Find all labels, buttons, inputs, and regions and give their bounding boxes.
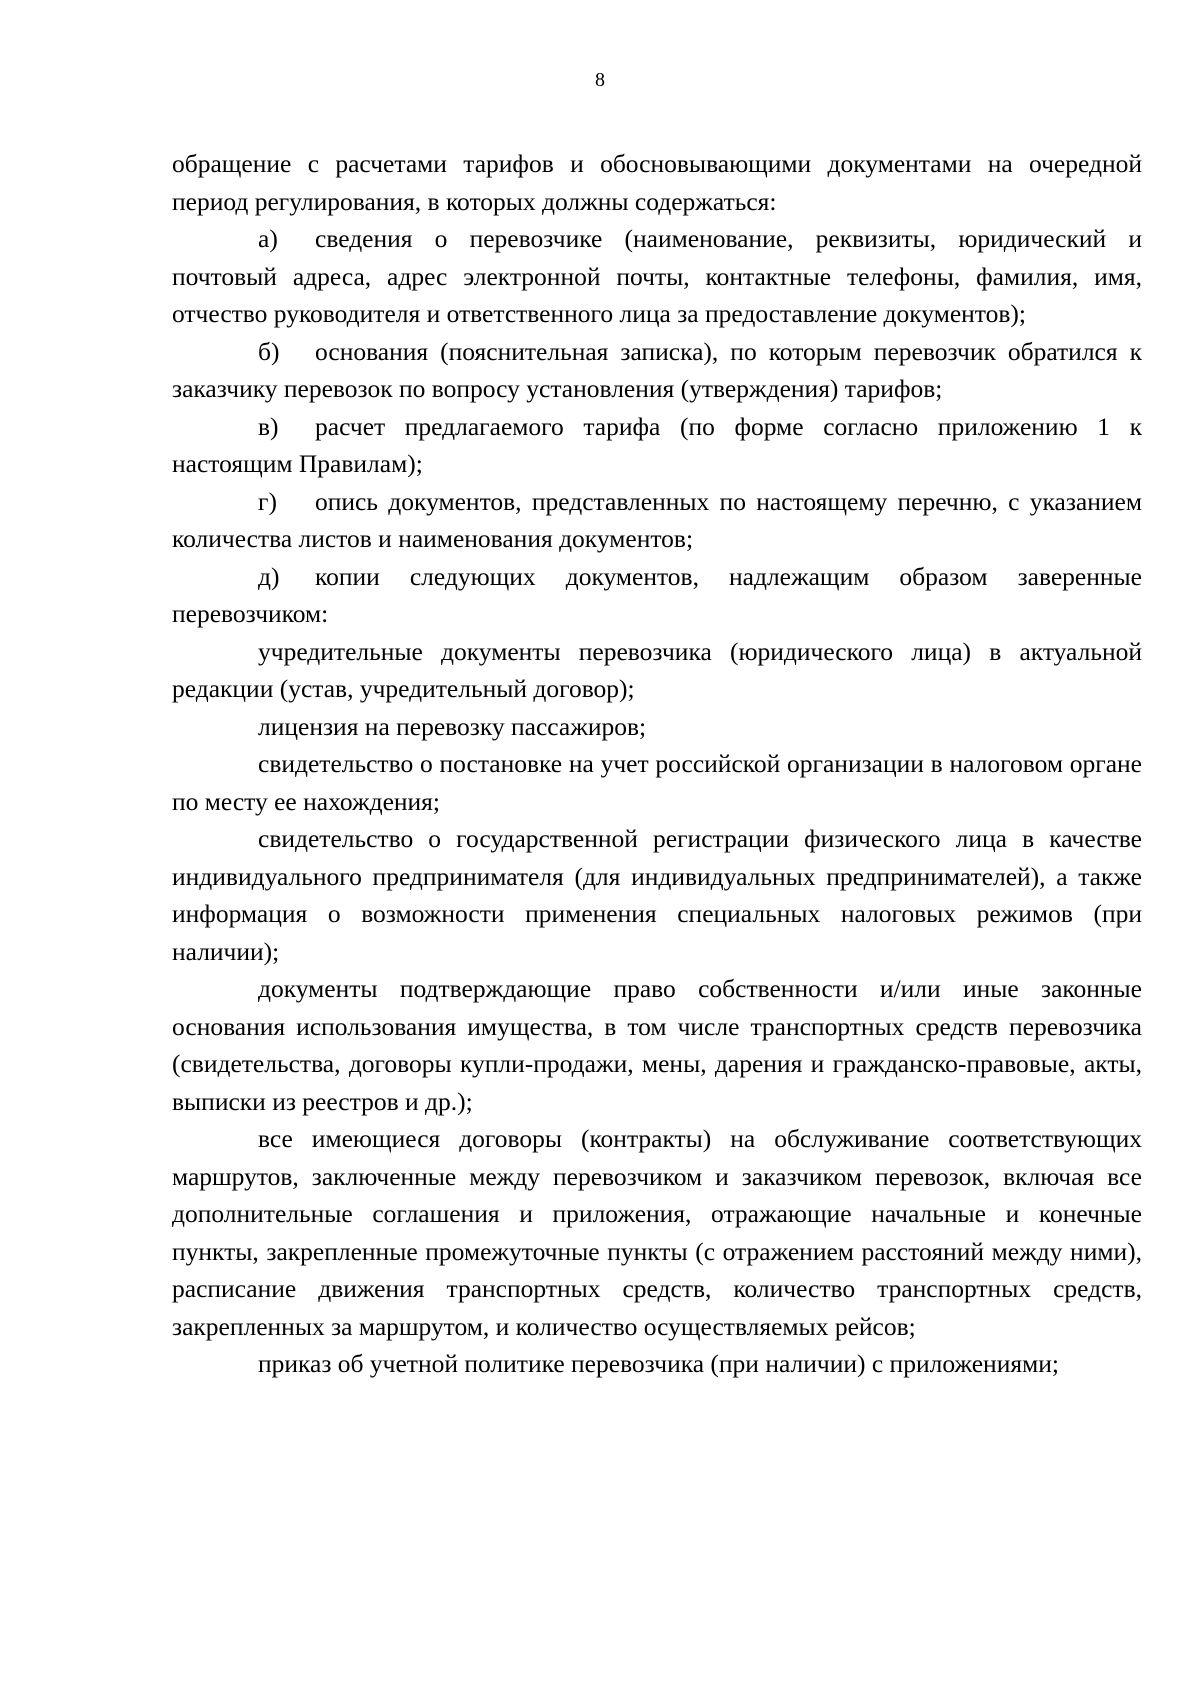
paragraph-intro <box>172 145 1142 220</box>
sub-item-founding-documents <box>172 633 1142 708</box>
document-body <box>172 145 1142 1383</box>
paragraph-text: расчет предлагаемого тарифа (по форме согласно приложению 1 к настоящим Правилам); <box>172 411 1142 478</box>
paragraph-text: учредительные документы перевозчика (юридического лица) в актуальной редакции (устав, учредительный договор); <box>172 636 1142 703</box>
list-item-v <box>172 408 1142 483</box>
paragraph-text: приказ об учетной политике перевозчика (при наличии) с приложениями; <box>258 1349 1059 1378</box>
sub-item-accounting-policy <box>172 1345 1142 1383</box>
list-item-d <box>172 558 1142 633</box>
paragraph-text: опись документов, представленных по настоящему перечню, с указанием количества листов и наименования документов; <box>172 486 1142 553</box>
sub-item-state-registration <box>172 820 1142 970</box>
paragraph-text: копии следующих документов, надлежащим образом заверенные перевозчиком: <box>172 561 1142 628</box>
sub-item-tax-registration <box>172 745 1142 820</box>
page-number: 8 <box>595 69 605 91</box>
sub-item-route-contracts <box>172 1120 1142 1345</box>
paragraph-text: сведения о перевозчике (наименование, реквизиты, юридический и почтовый адреса, адрес электронной почты, контактные телефоны, фамилия, имя, отчество руководителя и ответственного лица за предоставление документов); <box>172 224 1142 328</box>
list-marker: а) <box>258 224 278 253</box>
sub-item-ownership-documents <box>172 970 1142 1120</box>
paragraph-text: свидетельство о постановке на учет российской организации в налоговом органе по месту ее нахождения; <box>172 749 1142 816</box>
list-marker: д) <box>258 561 280 591</box>
paragraph-text: лицензия на перевозку пассажиров; <box>258 711 647 741</box>
list-item-a <box>172 220 1142 333</box>
paragraph-text: обращение с расчетами тарифов и обосновывающими документами на очередной период регулирования, в которых должны содержаться: <box>172 149 1142 216</box>
paragraph-text: все имеющиеся договоры (контракты) на обслуживание соответствующих маршрутов, заключенные между перевозчиком и заказчиком перевозок, включая все дополнительные соглашения и приложения, отражающие начальные и конечные пункты, закрепленные промежуточные пункты (с отражением расстояний между ними), расписание движения транспортных средств, количество транспортных средств, закрепленных за маршрутом, и количество осуществляемых рейсов; <box>172 1124 1142 1341</box>
sub-item-license <box>172 708 1142 746</box>
list-item-b <box>172 333 1142 408</box>
paragraph-text: свидетельство о государственной регистрации физического лица в качестве индивидуального предпринимателя (для индивидуальных предпринимателей), а также информация о возможности применения специальных налоговых режимов (при наличии); <box>172 824 1142 966</box>
paragraph-text: основания (пояснительная записка), по которым перевозчик обратился к заказчику перевозок по вопросу установления (утверждения) тарифов; <box>172 336 1142 403</box>
paragraph-text: документы подтверждающие право собственности и/или иные законные основания использования имущества, в том числе транспортных средств перевозчика (свидетельства, договоры купли-продажи, мены, дарения и гражданско-правовые, акты, выписки из реестров и др.); <box>172 974 1142 1116</box>
list-marker: г) <box>258 486 277 516</box>
list-marker: б) <box>258 336 280 366</box>
list-item-g <box>172 483 1142 558</box>
list-marker: в) <box>258 411 279 441</box>
